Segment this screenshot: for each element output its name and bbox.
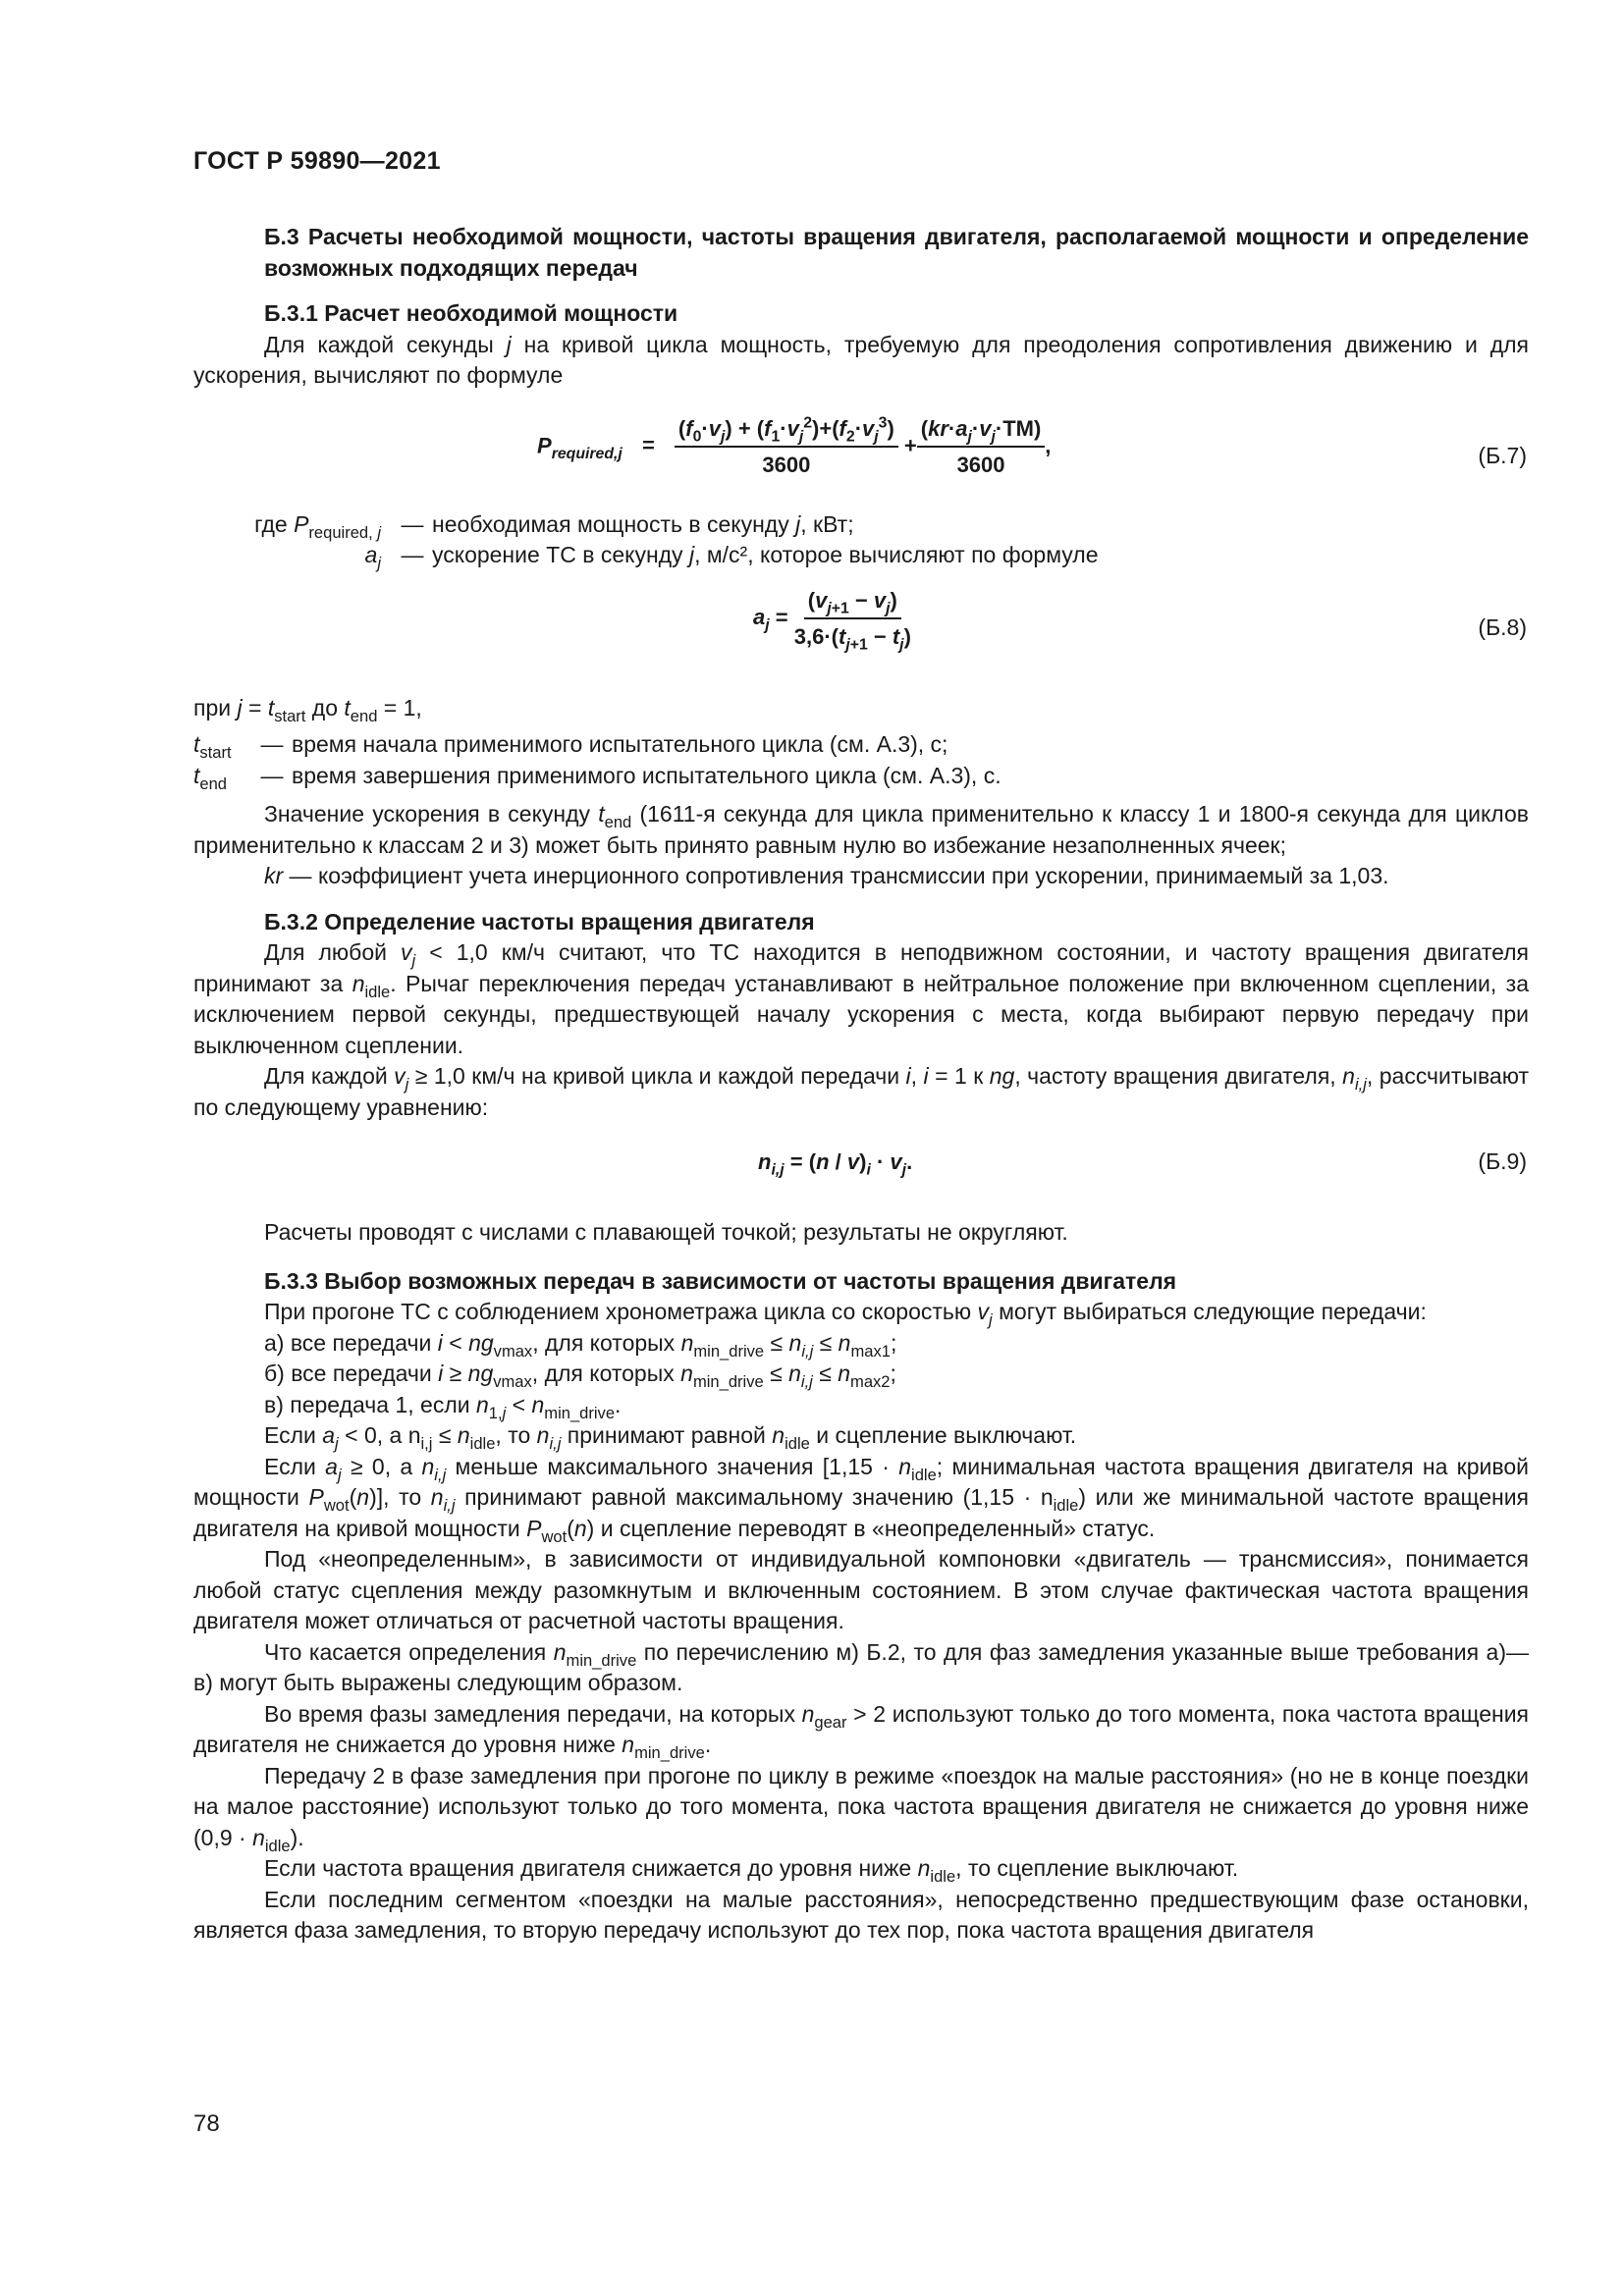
paragraph-accel-note: Значение ускорения в секунду $t_{end}$ (1611-я секунда для цикла применительно к классу 1 и 1800-я секунда для циклов применительно к классам 2 и 3) может быть принято равным нулю во избежание незаполненных ячеек; <box>193 801 1529 858</box>
list-item-c: в) передача 1, если $n_{1,j} < n_{min\_drive}$. <box>264 1391 622 1422</box>
variable-definitions: где $P_{required, j}$ — необходимая мощность в секунду j, кВт; $a_j$ — ускорение ТС в секунду j, м/с², которое вычисляют по формуле <box>193 509 1529 571</box>
def-text-a: ускорение ТС в секунду j, м/с², которое вычисляют по формуле <box>432 542 1099 567</box>
def-term-a: $a_j$ <box>364 542 381 572</box>
time-definitions: $t_{start}$ — время начала применимого испытательного цикла (см. А.3), с; $t_{end}$ — время завершения применимого испытательного цикла (см. А.3), с. <box>193 729 1529 791</box>
section-b31-title: Б.3.1 Расчет необходимой мощности <box>264 300 678 326</box>
list-item-a: а) все передачи $i < ng_{vmax}$, для которых $n_{min\_drive} \le n_{i,j} \le n_{max1}$; <box>264 1329 897 1361</box>
paragraph-nmin-drive: Что касается определения $n_{min\_drive}$ по перечислению м) Б.2, то для фаз замедления указанные выше требования а)—в) могут быть выражены следующим образом. <box>193 1638 1529 1695</box>
formula-b9-expression: $n_{i,j} = (n / v)_i \cdot v_j$. <box>758 1149 913 1179</box>
def-term-p: где $P_{required, j}$ <box>254 510 381 542</box>
paragraph-last-segment: Если последним сегментом «поездки на малые расстояния», непосредственно предшествующим фазе остановки, является фаза замедления, то вторую передачу используют до тех пор, пока частота вращения двигателя <box>193 1886 1529 1943</box>
def-text-p: необходимая мощность в секунду j, кВт; <box>432 510 854 537</box>
formula-b7-expression: $P_{required,j}$ = $\frac{(f_0\cdot v_j) + (f_1\cdot v_j^2)+(f_2\cdot v_j^3)}{3600}$ + $\frac{(kr\cdot a_j\cdot v_j\cdot TM)}{3600}$ , <box>537 414 1052 477</box>
section-b33-title: Б.3.3 Выбор возможных передач в зависимости от частоты вращения двигателя <box>264 1267 1177 1294</box>
paragraph-gear2: Передачу 2 в фазе замедления при прогоне по циклу в режиме «поездок на малые расстояния» (но не в конце поездки на малое расстояние) используют только до того момента, пока частота вращения двигателя не снижается до уровня ниже $(0,9 \cdot n_{idle})$. <box>193 1762 1529 1855</box>
paragraph-decel: Во время фазы замедления передачи, на которых $n_{gear} > 2$ используют только до того момента, пока частота вращения двигателя не снижается до уровня ниже $n_{min\_drive}$. <box>193 1700 1529 1762</box>
paragraph-clutch: Если частота вращения двигателя снижается до уровня ниже $n_{idle}$, то сцепление выключают. <box>264 1855 1239 1886</box>
section-b32-title: Б.3.2 Определение частоты вращения двигателя <box>264 908 815 934</box>
page-body <box>193 222 1529 1947</box>
formula-b7 <box>193 413 1529 498</box>
formula-b8 <box>193 585 1529 683</box>
paragraph-neg-accel: Если $a_j < 0$, а $n_{i,j} \le n_{idle}$, то $n_{i,j}$ принимают равной $n_{idle}$ и сцепление выключают. <box>264 1422 1077 1453</box>
paragraph-b33-intro: При прогоне ТС с соблюдением хронометража цикла со скоростью $v_j$ могут выбираться следующие передачи: <box>264 1299 1427 1329</box>
formula-b8-expression: $a_j$ = $\frac{(v_{j+1} - v_j)}{3,6\cdot(t_{j+1} - t_j)}$ <box>753 585 911 653</box>
paragraph-b32-speed: Для каждой $v_j \ge 1,0$ км/ч на кривой цикла и каждой передачи i, i = 1 к ng, частоту вращения двигателя, $n_{i,j}$, рассчитывают по следующему уравнению: <box>193 1063 1529 1120</box>
paragraph-b31-intro: Для каждой секунды j на кривой цикла мощность, требуемую для преодоления сопротивления движению и для ускорения, вычисляют по формуле <box>193 331 1529 388</box>
formula-b7-number: (Б.7) <box>1478 442 1527 468</box>
standard-header: ГОСТ Р 59890—2021 <box>193 147 441 175</box>
formula-b9-number: (Б.9) <box>1478 1148 1527 1174</box>
tend-definition: время завершения применимого испытательного цикла (см. А.3), с. <box>292 762 1001 788</box>
paragraph-pos-accel: Если $a_j \ge 0$, а $n_{i,j}$ меньше максимального значения [$1,15 \cdot n_{idle}$; минимальная частота вращения двигателя на кривой мощности $P_{wot}(n)$], то $n_{i,j}$ принимают равной максимальному значению $(1,15 \cdot n_{idle})$ или же минимальной частоте вращения двигателя на кривой мощности $P_{wot}(n)$ и сцепление переводят в «неопределенный» статус. <box>193 1453 1529 1546</box>
paragraph-undefined-status: Под «неопределенным», в зависимости от индивидуальной компоновки «двигатель — трансмиссия», понимается любой статус сцепления между разомкнутым и включенным состоянием. В этом случае фактическая частота вращения двигателя может отличаться от расчетной частоты вращения. <box>193 1546 1529 1633</box>
paragraph-kr-definition: kr — коэффициент учета инерционного сопротивления трансмиссии при ускорении, принимаемый за 1,03. <box>264 863 1389 888</box>
list-item-b: б) все передачи $i \ge ng_{vmax}$, для которых $n_{min\_drive} \le n_{i,j} \le n_{max2}$; <box>264 1361 896 1391</box>
page-number: 78 <box>193 2110 220 2137</box>
formula-b9 <box>193 1143 1529 1211</box>
paragraph-float-note: Расчеты проводят с числами с плавающей точкой; результаты не округляют. <box>264 1219 1068 1245</box>
formula-b8-number: (Б.8) <box>1478 614 1527 640</box>
tstart-definition: время начала применимого испытательного цикла (см. А.3), с; <box>292 731 948 757</box>
tstart-tend-range: при $j = t_{start}$ до $t_{end} = 1$, <box>193 694 422 725</box>
section-b3-title: Б.3 Расчеты необходимой мощности, частоты вращения двигателя, располагаемой мощности и определение возможных подходящих передач <box>264 224 1529 281</box>
paragraph-b32-idle: Для любой $v_j < 1,0$ км/ч считают, что ТС находится в неподвижном состоянии, и частоту вращения двигателя принимают за $n_{idle}$. Рычаг переключения передач устанавливают в нейтральное положение при включенном сцеплении, за исключением первой секунды, предшествующей началу ускорения с места, когда выбирают первую передачу при выключенном сцеплении. <box>193 939 1530 1058</box>
